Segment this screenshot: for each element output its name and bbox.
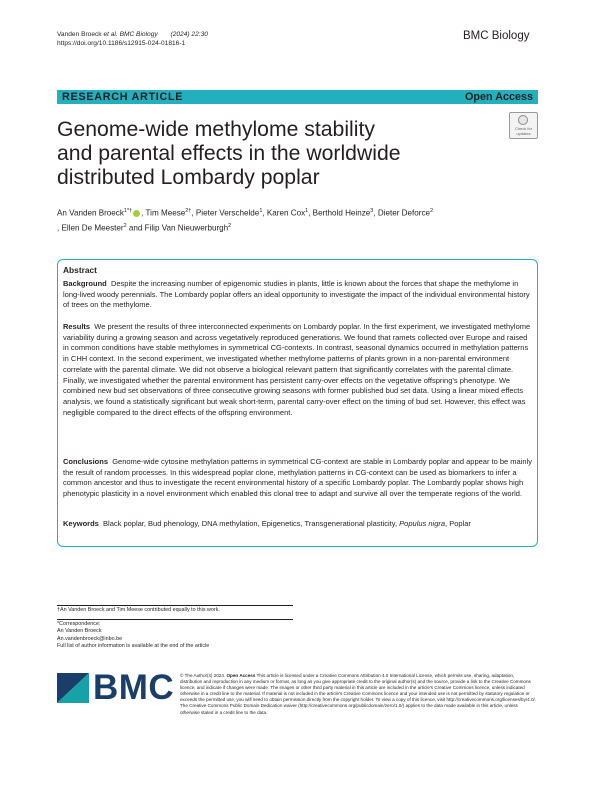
- license-text: This article is licensed under a Creative Commons Attribution 4.0 International License, which permits use, sharing, adaptation, distribution and reproduction in any medium or format, as long as you give appropriate credit to the original author(s) and the source, provide a link to the Creative Commons licence, and indicate if changes were made. The images or other third party material in this article are included in the article's Creative Commons licence, unless indicated otherwise in a credit line to the material. If material is not included in the article's Creative Commons licence and your intended use is not permitted by statutory regulation or exceeds the permitted use, you will need to obtain permission directly from the copyright holder. To view a copy of this licence, visit http://creativecommons.org/licenses/by/4.0/. The Creative Commons Public Domain Dedication waiver (http://creativecommons.org/publicdomain/zero/1.0/) applies to the data made available in this article, unless otherwise stated in a credit line to the data.: [180, 673, 537, 715]
- doi-link[interactable]: https://doi.org/10.1186/s12915-024-01816-1: [57, 39, 186, 47]
- check-for-updates-button[interactable]: [509, 112, 538, 139]
- article-title: [57, 118, 497, 190]
- correspondence-note: [57, 621, 209, 651]
- author-list: An Vanden Broeck$^{1*\dagger}$ , Tim Meese$^{2\dagger}$, Pieter Verschelde$^1$, Karen Cox$^1$, Berthold Heinze$^3$, Dieter Deforce$^2$ , Ellen De Meester$^2$ and Filip Van Nieuwerburgh$^2$: [57, 208, 434, 233]
- bmc-logo-text: BMC: [93, 668, 175, 707]
- correspondence-label: *Correspondence:: [57, 621, 101, 627]
- abstract-keywords: [63, 519, 533, 530]
- author-link[interactable]: , Pieter Verschelde: [191, 208, 260, 218]
- abstract-results: [63, 322, 533, 418]
- citation-line: [57, 31, 208, 40]
- author-info-note: Full list of author information is available at the end of the article: [57, 643, 210, 650]
- title-line-3: distributed Lombardy poplar: [57, 166, 320, 189]
- license-statement: © The Author(s) 2024. Open Access This article is licensed under a Creative Commons Attribution 4.0 International License, which permits use, sharing, adaptation, distribution and reproduction in any medium or format, as long as you give appropriate credit to the original author(s) and the source, provide a link to the Creative Commons licence, and indicate if changes were made. The images or other third party material in this article are included in the article's Creative Commons licence, unless indicated otherwise in a credit line to the material. If material is not included in the article's Creative Commons licence and your intended use is not permitted by statutory regulation or exceeds the permitted use, you will need to obtain permission directly from the copyright holder. To view a copy of this licence, visit http://creativecommons.org/licenses/by/4.0/. The Creative Commons Public Domain Dedication waiver (http://creativecommons.org/publicdomain/zero/1.0/) applies to the data made available in this article, unless otherwise stated in a credit line to the data.: [180, 673, 537, 715]
- keywords-end: , Poplar: [445, 519, 471, 528]
- footnote-divider: [57, 619, 293, 620]
- conclusions-label: Conclusions: [63, 457, 109, 466]
- footnote-divider: [57, 605, 293, 606]
- article-type-label: RESEARCH ARTICLE: [62, 91, 184, 103]
- journal-name: BMC Biology: [463, 30, 530, 42]
- running-header: [57, 31, 208, 48]
- open-access-bold: Open Access: [226, 673, 256, 678]
- citation-year: (2024) 22:30: [170, 31, 208, 38]
- author-link[interactable]: , Dieter Deforce: [373, 208, 431, 218]
- abstract-background: [63, 279, 533, 311]
- open-access-label: Open Access: [465, 91, 534, 103]
- author-link[interactable]: , Ellen De Meester: [57, 223, 124, 233]
- author-link[interactable]: , Tim Meese: [141, 208, 186, 218]
- title-line-1: Genome-wide methylome stability: [57, 118, 375, 141]
- results-text: We present the results of three interconnected experiments on Lombardy poplar. In the first experiment, we investigated methylome variability during a growing season and across vegetatively reproduced generations. We found that ramets collected over Europe and raised in common conditions have stable methylomes in symmetrical CG-contexts. In contrast, seasonal dynamics occurred in methylation patterns in CHH context. In the second experiment, we investigated whether methylome patterns of plants grown in a non-parental environment correlate with the parental climate. We did not observe a biological relevant pattern that significantly correlates with the parental climate. Finally, we investigated whether the parental environment has persistent carry-over effects on the vegetative offspring’s phenotype. We combined new bud set observations of three consecutive growing seasons with former published bud set data. Using a linear mixed effects analysis, we found a statistically significant but weak short-term, parental carry-over effect on the timing of bud set. However, this effect was negligible compared to the direct effects of the offspring environment.: [63, 322, 531, 417]
- equal-contribution-note: †An Vanden Broeck and Tim Meese contributed equally to this work.: [57, 607, 220, 613]
- author-link[interactable]: An Vanden Broeck: [57, 208, 124, 218]
- correspondence-name: An Vanden Broeck: [57, 628, 102, 635]
- correspondence-email[interactable]: An.vandenbroeck@inbo.be: [57, 635, 123, 642]
- background-text: Despite the increasing number of epigenomic studies in plants, little is known about the forces that shape the methylome in long-lived woody perennials. The Lombardy poplar offers an ideal opportunity to investigate the impact of the individual environmental history of trees on the methylome.: [63, 279, 530, 310]
- check-updates-icon: [518, 115, 528, 125]
- background-label: Background: [63, 279, 107, 288]
- title-line-2: and parental effects in the worldwide: [57, 142, 401, 165]
- abstract-conclusions: [63, 457, 533, 500]
- conclusions-text: Genome-wide cytosine methylation patterns in symmetrical CG-context are stable in Lombardy poplar and appear to be mainly the result of random processes. In this widespread poplar clone, methylation patterns in CG-context can be used as biomarkers to infer a common ancestor and thus to investigate the recent environmental history of a specific Lombardy poplar. The Lombardy poplar shows high phenotypic plasticity in a novel environment which enabled this clonal tree to adapt and survive all over the temperate regions of the world.: [63, 457, 532, 499]
- author-link[interactable]: , Berthold Heinze: [308, 208, 371, 218]
- results-label: Results: [63, 322, 91, 331]
- keywords-text: Black poplar, Bud phenology, DNA methylation, Epigenetics, Transgenerational plasticity,: [103, 519, 400, 528]
- keywords-label: Keywords: [63, 519, 99, 528]
- bmc-logo-icon: [57, 673, 89, 703]
- citation-journal: et al. BMC Biology: [103, 31, 158, 38]
- abstract-heading: Abstract: [63, 265, 97, 275]
- orcid-icon[interactable]: [133, 210, 140, 217]
- keywords-italic: Populus nigra: [399, 519, 446, 528]
- author-link[interactable]: , Karen Cox: [262, 208, 306, 218]
- citation-authors: Vanden Broeck: [57, 31, 104, 38]
- author-link[interactable]: and Filip Van Nieuwerburgh: [126, 223, 229, 233]
- check-updates-label: Check for updates: [514, 126, 533, 136]
